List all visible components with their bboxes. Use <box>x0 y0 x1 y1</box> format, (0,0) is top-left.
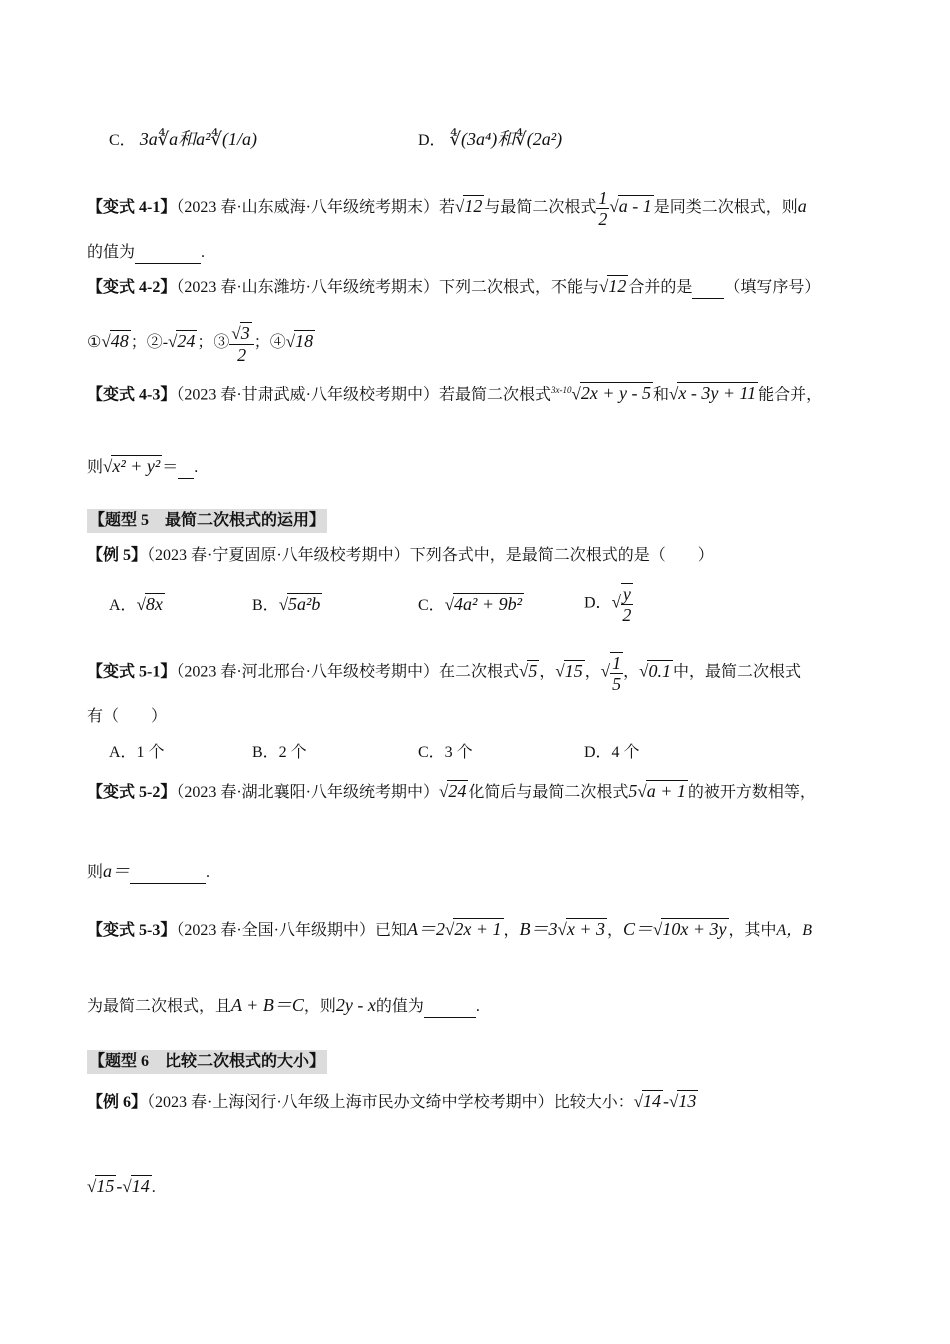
variant-4-1: 【变式 4-1】（2023 春·山东威海·八年级统考期末）若√12 与最简二次根式 $\frac{1}{2}$ √a - 1 是同类二次根式，则a <box>87 188 807 229</box>
text: ；②- <box>130 334 169 352</box>
text: 已知 <box>375 922 408 939</box>
option-d-expression: ∜(3a⁴)和∜(2a²) <box>449 129 563 149</box>
fraction <box>621 583 633 625</box>
variant-5-3: 【变式 5-3】（2023 春·全国·八年级期中）已知A＝2√2x + 1 ，B＝3√x + 3 ，C＝√10x + 3y ，其中A，B <box>87 919 813 939</box>
expression: C＝ <box>623 919 654 939</box>
minus-sign: - <box>663 1091 670 1111</box>
radicand: x² + y² <box>112 456 161 476</box>
denominator: 2 <box>622 605 632 625</box>
radicand: x - 3y + 11 <box>678 383 757 404</box>
radicand: a - 1 <box>618 196 652 217</box>
expression: B＝3 <box>519 919 558 939</box>
variant-4-2: 【变式 4-2】（2023 春·山东潍坊·八年级统考期末）下列二次根式，不能与√12 合并的是 （填写序号） <box>87 275 820 299</box>
denominator: 2 <box>598 209 608 229</box>
denominator: 2 <box>237 345 247 365</box>
source: （2023 春·全国·八年级期中） <box>176 922 376 939</box>
radicand: 18 <box>295 331 314 352</box>
option-c: C．√4a² + 9b² <box>418 594 522 614</box>
text: . <box>475 998 480 1015</box>
text: . <box>194 459 199 476</box>
variant-5-1-line2: 有（ ） <box>87 708 168 725</box>
variant-4-1-line2 <box>87 242 205 264</box>
option-d <box>418 128 562 152</box>
text: 化简后与最简二次根式 <box>468 784 629 801</box>
option-a: A．√8x <box>109 594 163 614</box>
variant-tag: 【变式 5-1】 <box>87 663 177 681</box>
radicand: a + 1 <box>646 781 686 801</box>
option-d: D．4 个 <box>584 744 640 761</box>
variant-tag: 【变式 4-1】 <box>87 199 177 217</box>
radicand: 3 <box>240 323 250 343</box>
radicand: 4a² + 9b² <box>454 594 522 614</box>
variant-4-3-line2: 则√x² + y² ＝ . <box>87 455 198 479</box>
radicand: 0.1 <box>648 660 671 681</box>
option-a: A．1 个 <box>109 744 165 761</box>
variant-5-3-line2 <box>87 994 480 1018</box>
text: 为最简二次根式，且 <box>87 998 232 1015</box>
text: . <box>151 1179 156 1196</box>
answer-blank[interactable] <box>692 280 724 299</box>
item-marker: ① <box>87 334 102 352</box>
example-6: 【例 6】（2023 春·上海闵行·八年级上海市民办文绮中学校考期中）比较大小：√14 -√13 <box>87 1091 697 1111</box>
text: ，其中 <box>728 922 777 939</box>
option-c-expression: 3a∜a和a²∜(1/a) <box>139 129 258 149</box>
option-label: C． <box>109 132 136 149</box>
variant-tag: 【变式 5-2】 <box>87 784 177 801</box>
text: 能合并， <box>758 386 823 404</box>
text: 比较大小： <box>553 1094 634 1111</box>
radicand: 12 <box>464 196 483 217</box>
section-heading-type5: 【题型 5 最简二次根式的运用】 <box>87 509 327 533</box>
variant-4-2-items: ①√48 ；②-√24 ；③ $\frac{√3}{2}$ ；④√18 <box>87 323 314 365</box>
radicand: 5 <box>528 660 538 681</box>
source: （2023 春·上海闵行·八年级上海市民办文绮中学校考期中） <box>147 1094 554 1111</box>
question-text: 下列各式中，是最简二次根式的是（ ） <box>409 547 714 564</box>
text: . <box>206 864 211 881</box>
answer-blank[interactable] <box>130 865 206 884</box>
text: 合并的是 <box>628 279 693 296</box>
option-d: D．√ $\frac{y}{2}$ <box>584 584 632 625</box>
text: 下列二次根式，不能与 <box>439 279 600 296</box>
text: ＝ <box>162 459 179 476</box>
option-label: D． <box>418 132 446 149</box>
answer-blank[interactable] <box>178 460 194 479</box>
text: 则 <box>87 864 104 881</box>
text: . <box>201 244 206 261</box>
example-5 <box>87 545 714 567</box>
text: ；④ <box>253 334 286 352</box>
radicand: 10x + 3y <box>662 919 727 939</box>
coefficient: 5 <box>628 781 638 801</box>
root-index: 3x-10 <box>551 385 572 395</box>
variant-tag: 【变式 4-2】 <box>87 279 177 296</box>
radicand: 14 <box>131 1176 150 1196</box>
variant-tag: 【变式 4-3】 <box>87 386 177 404</box>
text: 与最简二次根式 <box>484 199 597 217</box>
denominator: 5 <box>612 674 622 694</box>
variant-5-2-line2 <box>87 860 210 884</box>
fraction <box>596 188 609 229</box>
radicand: 8x <box>145 594 163 614</box>
radicand: 14 <box>643 1091 662 1111</box>
option-b: B．2 个 <box>252 744 307 761</box>
expression: A＝2 <box>407 919 446 939</box>
radicand: 15 <box>96 1176 115 1196</box>
source: （2023 春·湖北襄阳·八年级统考期中） <box>176 784 440 801</box>
answer-blank[interactable] <box>135 245 201 264</box>
option-c <box>109 128 257 152</box>
source: （2023 春·山东潍坊·八年级统考期末） <box>176 279 440 296</box>
text: 中，最简二次根式 <box>672 663 801 681</box>
option-label: A． <box>109 597 137 614</box>
option-label: D． <box>584 594 612 612</box>
text: 的被开方数相等， <box>687 784 816 801</box>
variable: a <box>797 196 807 217</box>
option-label: B． <box>252 597 279 614</box>
minus-sign: - <box>116 1176 123 1196</box>
variant-4-3: 【变式 4-3】（2023 春·甘肃武威·八年级校考期中）若最简二次根式$^{3x-10}$√2x + y - 5 和√x - 3y + 11 能合并， <box>87 383 823 404</box>
option-b: B．√5a²b <box>252 594 321 614</box>
variable: a＝ <box>103 861 131 881</box>
text: ；③ <box>197 334 230 352</box>
text: 若最简二次根式 <box>439 386 552 404</box>
radicand: 5a²b <box>288 594 321 614</box>
radicand: 13 <box>678 1091 697 1111</box>
numerator: 1 <box>612 653 622 673</box>
text: 和 <box>653 386 670 404</box>
text: 则 <box>87 459 104 476</box>
expression: 2y - x <box>335 995 376 1015</box>
source: （2023 春·山东威海·八年级统考期末） <box>176 199 440 217</box>
radicand: 24 <box>448 781 467 801</box>
text: 若 <box>439 199 456 217</box>
text: （填写序号） <box>724 279 821 296</box>
fraction <box>610 652 623 694</box>
example-6-line2: √15 -√14 . <box>87 1176 156 1196</box>
option-label: C． <box>418 597 445 614</box>
text: 的值为 <box>375 998 424 1015</box>
radicand: 24 <box>177 331 196 352</box>
section-heading-type6: 【题型 6 比较二次根式的大小】 <box>87 1050 327 1074</box>
answer-blank[interactable] <box>424 999 476 1018</box>
fraction: $\frac{√3}{2}$ <box>229 322 253 365</box>
variant-5-2: 【变式 5-2】（2023 春·湖北襄阳·八年级统考期中）√24 化简后与最简二次根式5√a + 1 的被开方数相等， <box>87 781 816 801</box>
radicand: 12 <box>608 276 627 296</box>
option-c: C．3 个 <box>418 744 473 761</box>
text: 在二次根式 <box>439 663 520 681</box>
numerator: y <box>622 584 631 604</box>
source: （2023 春·甘肃武威·八年级校考期中） <box>176 386 440 404</box>
example-tag: 【例 5】 <box>87 547 148 564</box>
equation: A + B＝C <box>231 995 304 1015</box>
radicand: 15 <box>564 660 583 681</box>
radicand: x + 3 <box>566 919 606 939</box>
variables: A，B <box>776 922 813 939</box>
radicand: 2x + 1 <box>454 919 502 939</box>
radicand: 48 <box>110 331 129 352</box>
radicand: 2x + y - 5 <box>580 383 651 404</box>
text: 是同类二次根式，则 <box>653 199 798 217</box>
numerator: 1 <box>598 188 608 208</box>
variant-5-1: 【变式 5-1】（2023 春·河北邢台·八年级校考期中）在二次根式√5 ，√15 ，√ $\frac{1}{5}$ ，√0.1 中，最简二次根式 <box>87 653 801 694</box>
source: （2023 春·宁夏固原·八年级校考期中） <box>147 547 410 564</box>
text: 的值为 <box>87 244 136 261</box>
source: （2023 春·河北邢台·八年级校考期中） <box>176 663 440 681</box>
text: ，则 <box>303 998 336 1015</box>
example-tag: 【例 6】 <box>87 1094 148 1111</box>
variant-tag: 【变式 5-3】 <box>87 922 177 939</box>
